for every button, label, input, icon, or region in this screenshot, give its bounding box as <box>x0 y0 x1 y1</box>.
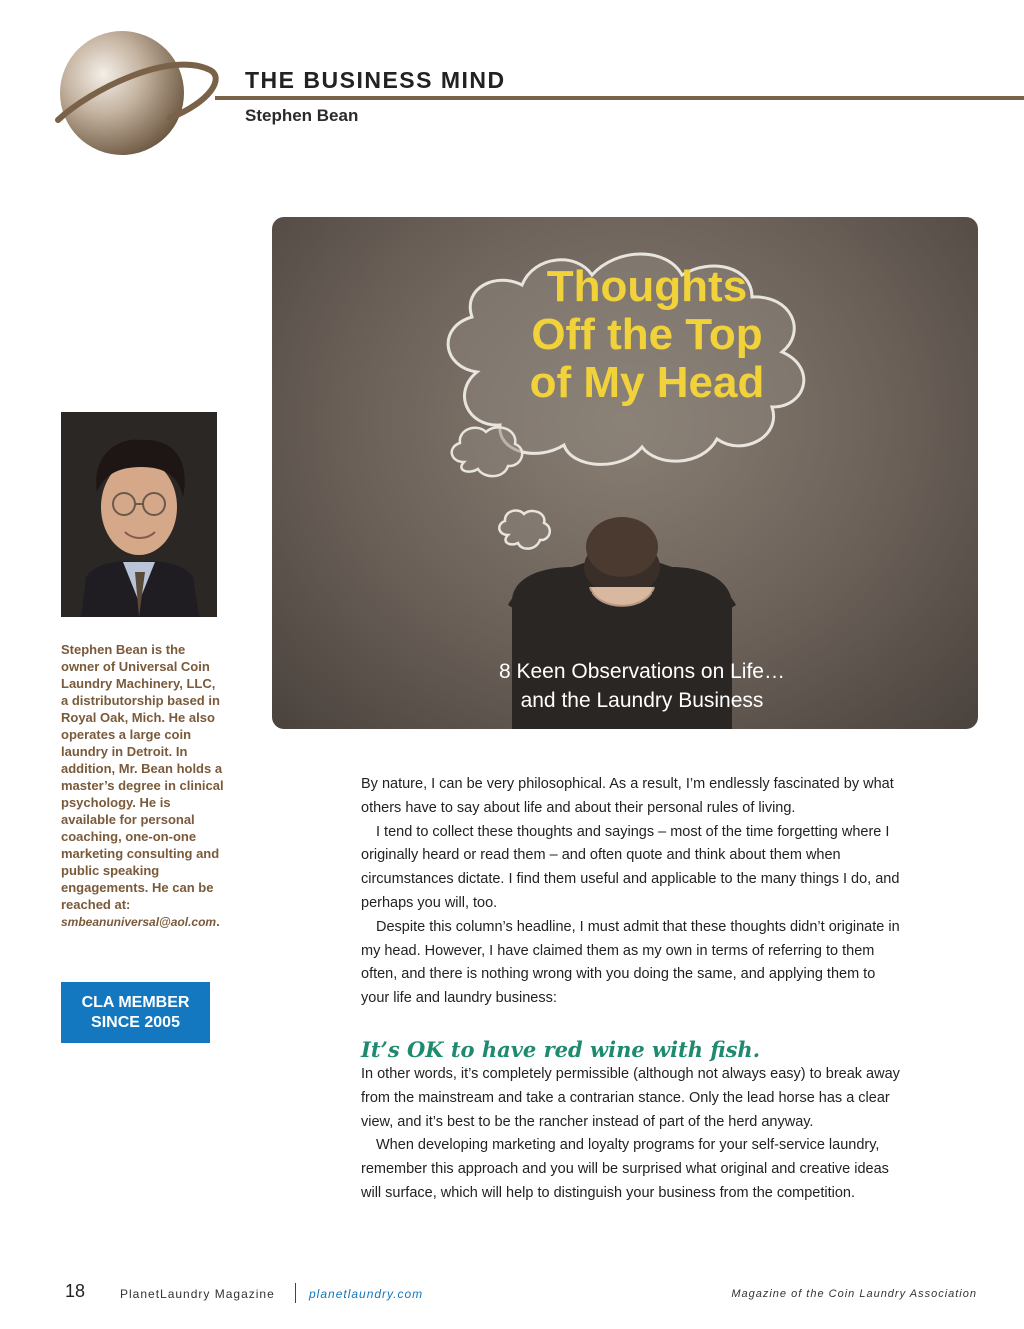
hero-headline-line: Thoughts <box>546 262 748 311</box>
article-paragraph: When developing marketing and loyalty programs for your self-service laundry, remember this approach and you will be surprised what original and creative ideas will surface, which will help to distinguish your business from the competition. <box>361 1137 889 1201</box>
email-period: . <box>216 914 220 929</box>
author-byline: Stephen Bean <box>245 106 359 125</box>
hero-subtitle <box>432 657 852 715</box>
footer-magazine-name: PlanetLaundry Magazine <box>120 1287 275 1301</box>
article-body <box>361 773 901 1206</box>
article-paragraph: I tend to collect these thoughts and sayings – most of the time forgetting where I originally heard or read them – and often quote and think about them when circumstances dictate. I find them useful and applicable to the many things I do, and perhaps you will, too. <box>361 823 900 911</box>
cla-member-badge <box>61 982 210 1043</box>
footer-website-link[interactable]: planetlaundry.com <box>309 1287 424 1301</box>
badge-line-1: CLA MEMBER <box>81 993 190 1011</box>
article-paragraph: In other words, it’s completely permissible (although not always easy) to break away from the mainstream and take a contrarian stance. Only the lead horse has a clear view, and it’s best to be the rancher instead of part of the herd anyway. <box>361 1065 900 1130</box>
article-paragraph: Despite this column’s headline, I must admit that these thoughts didn’t originate in my head. However, I have claimed them as my own in terms of referring to them often, and there is nothing wrong with you doing the same, and applying them to your life and laundry business: <box>361 918 900 1007</box>
article-paragraph: By nature, I can be very philosophical. As a result, I’m endlessly fascinated by what others have to say about life and about their personal rules of living. <box>361 776 894 816</box>
footer-divider <box>295 1283 296 1303</box>
page-number: 18 <box>65 1281 86 1301</box>
hero-image <box>272 217 978 729</box>
author-bio-text: Stephen Bean is the owner of Universal Coin Laundry Machinery, LLC, a distributorship based in Royal Oak, Mich. He also operates a large coin laundry in Detroit. In addition, Mr. Bean holds a master’s degree in clinical psychology. He is available for personal coaching, one-on-one marketing consulting and public speaking engagements. He can be reached at: <box>61 642 224 912</box>
hero-subtitle-line: and the Laundry Business <box>520 689 764 712</box>
hero-headline-line: Off the Top <box>531 310 763 359</box>
footer-association: Magazine of the Coin Laundry Association <box>731 1288 977 1300</box>
author-bio <box>61 641 226 931</box>
author-email-link[interactable]: smbeanuniversal@aol.com <box>61 915 217 929</box>
hero-subtitle-line: 8 Keen Observations on Life… <box>498 660 785 683</box>
planet-logo-icon <box>50 30 225 160</box>
badge-line-2: SINCE 2005 <box>91 1013 180 1031</box>
section-title: THE BUSINESS MIND <box>245 67 506 93</box>
header-rule <box>215 96 1024 100</box>
hero-headline-line: of My Head <box>529 358 765 407</box>
hero-headline <box>462 263 832 407</box>
article-subhead: It’s OK to have red wine with fish. <box>361 1036 761 1062</box>
author-photo <box>61 412 217 617</box>
